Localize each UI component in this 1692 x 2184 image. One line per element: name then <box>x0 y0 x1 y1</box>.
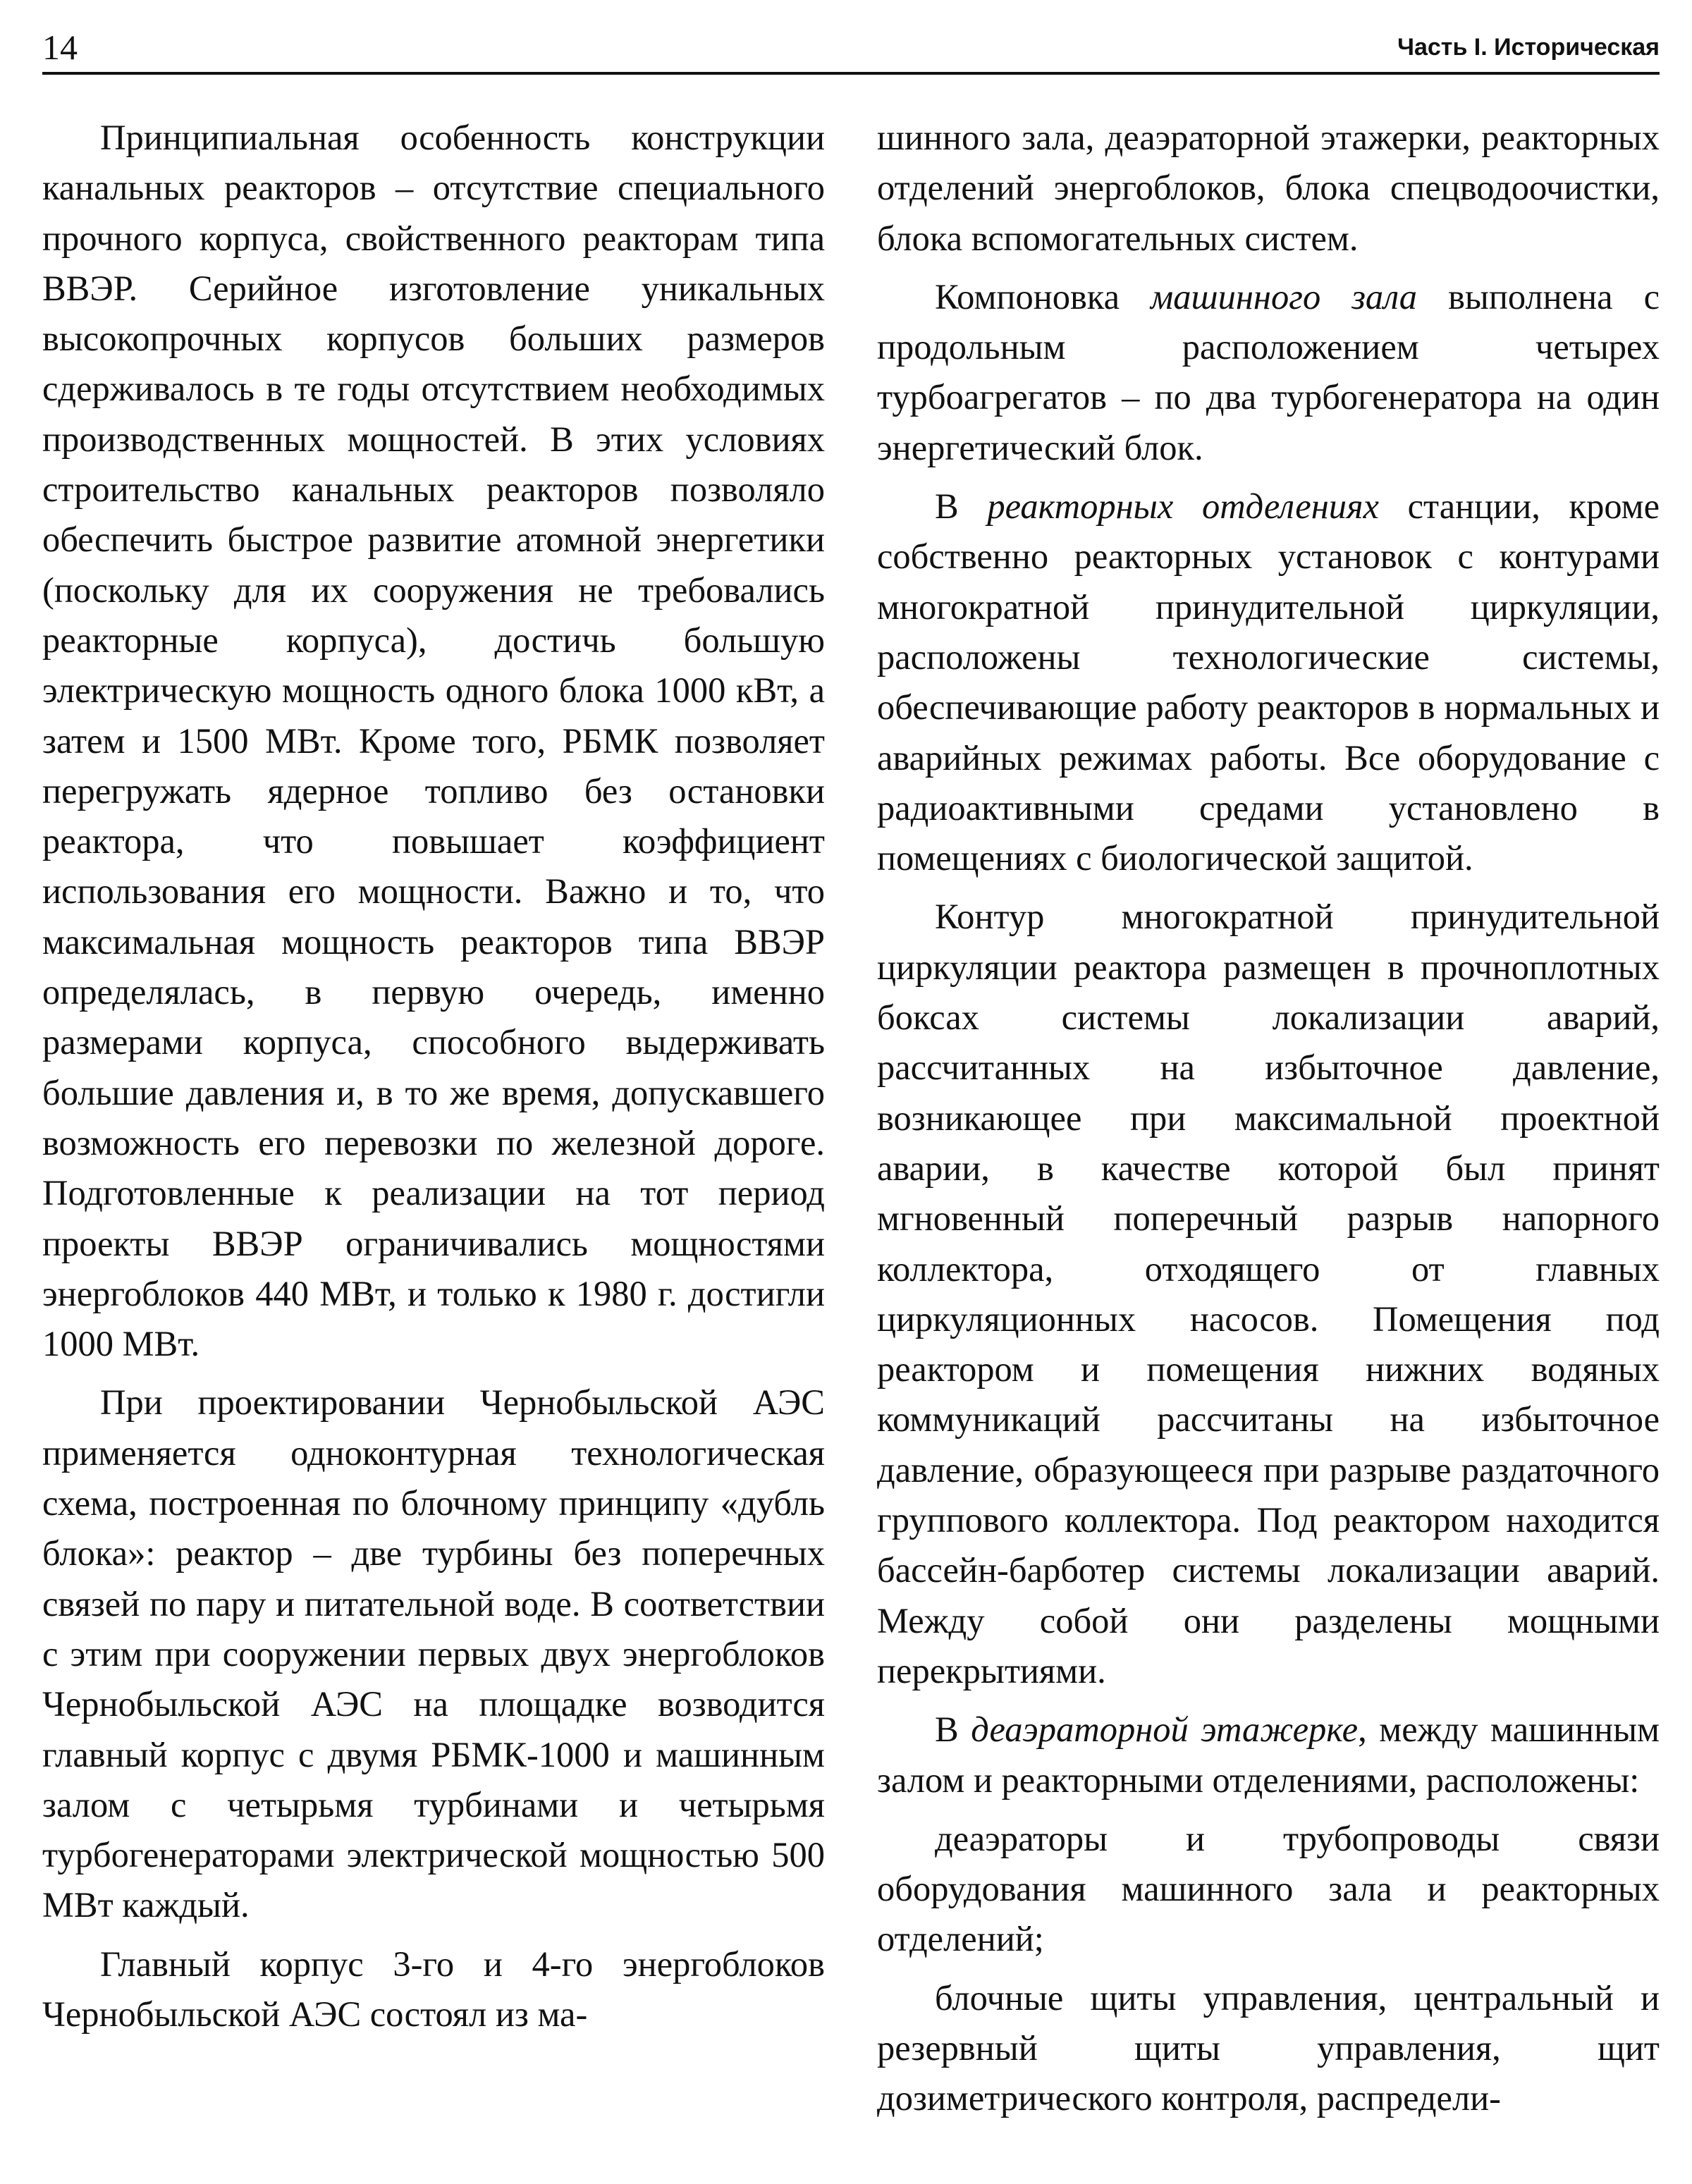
italic-term: машинного зала <box>1151 276 1418 317</box>
paragraph <box>877 272 1660 473</box>
text-run: , между машинным залом и реакторными отделениями, расположены: <box>877 1710 1660 1800</box>
paragraph: При проектировании Чернобыльской АЭС применяется одноконтурная технологическая схема, построенная по блочному принципу «дубль блока»: реактор – две турбины без поперечных связей по пару и питательной воде. В соответствии с этим при сооружении первых двух энергоблоков Чернобыльской АЭС на площадке возводится главный корпус с двумя РБМК-1000 и машинным залом с четырьмя турбинами и четырьмя турбогенераторами электрической мощностью 500 МВт каждый. <box>42 1382 825 1925</box>
text-run: станции, кроме собственно реакторных установок с контурами многократной принудительной циркуляции, расположены технологические системы, обеспечивающие работу реакторов в нормальных и аварийных режимах работы. Все оборудование с радиоактивными средами установлено в помещениях с биологической защитой. <box>877 486 1660 878</box>
paragraph: деаэраторы и трубопроводы связи оборудования машинного зала и реакторных отделений; <box>877 1818 1660 1959</box>
paragraph: блочные щиты управления, центральный и резервный щиты управления, щит дозиметрического контроля, распредели- <box>877 1977 1660 2118</box>
paragraph: шинного зала, деаэраторной этажерки, реакторных отделений энергоблоков, блока спецводоочистки, блока вспомогательных систем. <box>877 118 1660 258</box>
text-run: В <box>935 1710 971 1750</box>
paragraph: Контур многократной принудительной циркуляции реактора размещен в прочноплотных боксах системы локализации аварий, рассчитанных на избыточное давление, возникающее при максимальной проектной аварии, в качестве которой был принят мгновенный поперечный разрыв напорного коллектора, отходящего от главных циркуляционных насосов. Помещения под реактором и помещения нижних водяных коммуникаций рассчитаны на избыточное давление, образующееся при разрыве раздаточного группового коллектора. Под реактором находится бассейн-барботер системы локализации аварий. Между собой они разделены мощными перекрытиями. <box>877 897 1660 1691</box>
paragraph <box>877 481 1660 883</box>
header-rule <box>42 72 1660 75</box>
paragraph: Принципиальная особенность конструкции канальных реакторов – отсутствие специального прочного корпуса, свойственного реакторам типа ВВЭР. Серийное изготовление уникальных высокопрочных корпусов больших размеров сдерживалось в те годы отсутствием необходимых производственных мощностей. В этих условиях строительство канальных реакторов позволяло обеспечить быстрое развитие атомной энергетики (поскольку для их сооружения не требовались реакторные корпуса), достичь большую электрическую мощность одного блока 1000 кВт, а затем и 1500 МВт. Кроме того, РБМК позволяет перегружать ядерное топливо без остановки реактора, что повышает коэффициент использования его мощности. Важно и то, что максимальная мощность реакторов типа ВВЭР определялась, в первую очередь, именно размерами корпуса, способного выдерживать большие давления и, в то же время, допускавшего возможность его перевозки по железной дороге. Подготовленные к реализации на тот период проекты ВВЭР ограничивались мощностями энергоблоков 440 МВт, и только к 1980 г. достигли 1000 МВт. <box>42 118 825 1364</box>
right-column <box>877 113 1660 2124</box>
text-run: В <box>935 486 988 527</box>
italic-term: деаэраторной этажерке <box>971 1710 1359 1750</box>
text-run: выполнена с продольным расположением четырех турбоагрегатов – по два турбогенератора на один энергетический блок. <box>877 276 1660 467</box>
italic-term: реакторных отделениях <box>987 486 1379 527</box>
running-head: Часть I. Историческая <box>1397 34 1660 61</box>
page-header <box>42 25 1660 69</box>
page-number: 14 <box>42 27 78 67</box>
text-run: Компоновка <box>935 276 1151 317</box>
paragraph: Главный корпус 3-го и 4-го энергоблоков Чернобыльской АЭС состоял из ма- <box>42 1944 825 2034</box>
left-column <box>42 113 825 2039</box>
paragraph <box>877 1705 1660 1805</box>
